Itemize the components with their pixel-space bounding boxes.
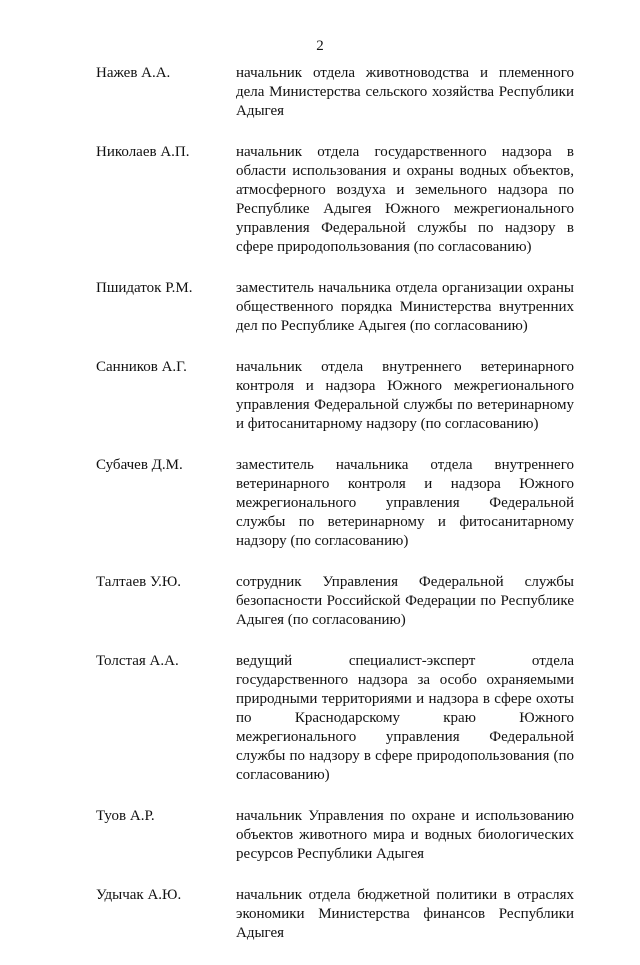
member-entry — [96, 456, 574, 551]
member-entry — [96, 64, 574, 121]
member-role: ведущий специалист-эксперт отдела государственного надзора за особо охраняемыми природными территориями и надзора в сфере охоты по Краснодарскому краю Южного межрегионального управления Федеральной службы по надзору в сфере природопользования (по согласованию) — [236, 653, 574, 783]
member-entry — [96, 279, 574, 336]
member-role: начальник отдела государственного надзора в области использования и охраны водных объектов, атмосферного воздуха и земельного надзора по Республике Адыгея Южного межрегионального управления Федеральной службы по надзору в сфере природопользования (по согласованию) — [236, 144, 574, 255]
member-role: начальник Управления по охране и использованию объектов животного мира и водных биологических ресурсов Республики Адыгея — [236, 808, 574, 862]
member-name: Субачев Д.М. — [96, 457, 183, 473]
member-entry — [96, 358, 574, 434]
member-name: Удычак А.Ю. — [96, 887, 182, 903]
member-name: Пшидаток Р.М. — [96, 280, 193, 296]
member-role: заместитель начальника отдела внутреннего ветеринарного контроля и надзора Южного межрегионального управления Федеральной службы по ветеринарному и фитосанитарному надзору (по согласованию) — [236, 457, 574, 549]
member-name: Нажев А.А. — [96, 65, 171, 81]
member-entry — [96, 573, 574, 630]
page-number: 2 — [316, 38, 324, 54]
member-role: сотрудник Управления Федеральной службы безопасности Российской Федерации по Республике Адыгея (по согласованию) — [236, 574, 574, 628]
member-role: начальник отдела бюджетной политики в отраслях экономики Министерства финансов Республики Адыгея — [236, 887, 574, 941]
member-entry — [96, 652, 574, 785]
member-list — [96, 64, 574, 965]
member-name: Санников А.Г. — [96, 359, 187, 375]
member-entry — [96, 807, 574, 864]
member-name: Николаев А.П. — [96, 144, 190, 160]
member-name: Толстая А.А. — [96, 653, 179, 669]
member-entry — [96, 143, 574, 257]
member-name: Туов А.Р. — [96, 808, 155, 824]
member-role: начальник отдела внутреннего ветеринарного контроля и надзора Южного межрегионального управления Федеральной службы по ветеринарному и фитосанитарному надзору (по согласованию) — [236, 359, 574, 432]
member-role: начальник отдела животноводства и племенного дела Министерства сельского хозяйства Республики Адыгея — [236, 65, 574, 119]
member-role: заместитель начальника отдела организации охраны общественного порядка Министерства внутренних дел по Республике Адыгея (по согласованию) — [236, 280, 574, 334]
member-name: Талтаев У.Ю. — [96, 574, 182, 590]
member-entry — [96, 886, 574, 943]
